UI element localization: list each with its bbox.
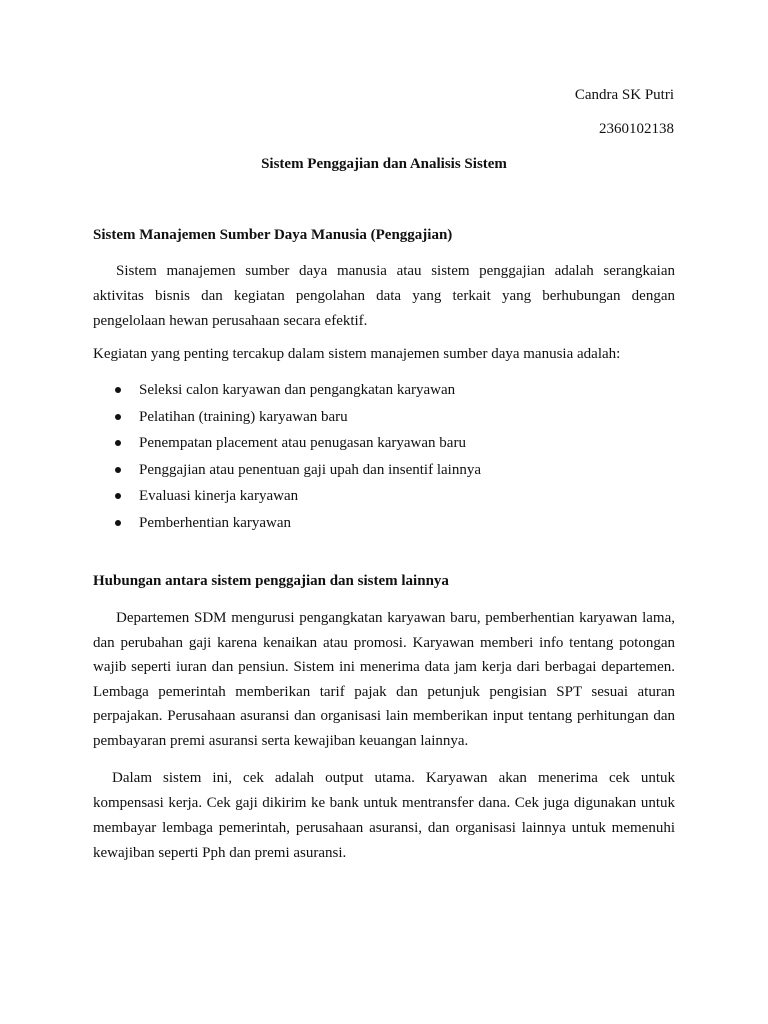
section1-paragraph1-line: aktivitas bisnis dan kegiatan pengolahan data yang terkait yang berhubungan dengan (93, 288, 675, 304)
bullet-icon (115, 440, 121, 446)
list-item (93, 483, 675, 510)
list-item-text: Pemberhentian karyawan (139, 514, 292, 531)
section2-paragraph1 (93, 606, 675, 753)
section2-paragraph1-line: Lembaga pemerintah memberikan tarif pajak dan petunjuk pengisian SPT sesuai aturan (93, 683, 675, 700)
bullet-icon (115, 414, 121, 420)
section2-heading: Hubungan antara sistem penggajian dan sistem lainnya (93, 573, 449, 589)
bullet-icon (115, 387, 121, 393)
list-item (93, 377, 675, 404)
section2-paragraph2-line: kompensasi kerja. Cek gaji dikirim ke bank untuk mentransfer dana. Cek juga digunakan untuk (93, 795, 675, 811)
list-item (93, 457, 675, 484)
section2-paragraph1-line: wajib seperti iuran dan pensiun. Sistem ini menerima data jam kerja dari berbagai departemen. (93, 659, 675, 675)
section2-paragraph2 (93, 766, 675, 866)
section1-paragraph1-line: Sistem manajemen sumber daya manusia atau sistem penggajian adalah serangkaian (116, 263, 675, 279)
list-item-text: Penggajian atau penentuan gaji upah dan insentif lainnya (139, 461, 481, 478)
list-item (93, 430, 675, 457)
section2-paragraph1-line: Departemen SDM mengurusi pengangkatan karyawan baru, pemberhentian karyawan lama, (116, 610, 675, 626)
section2-paragraph2-line: kewajiban seperti Pph dan premi asuransi. (93, 845, 347, 861)
section2-paragraph1-line: pembayaran premi asuransi serta kewajiban keuangan lainnya. (93, 732, 469, 749)
section1-paragraph2: Kegiatan yang penting tercakup dalam sistem manajemen sumber daya manusia adalah: (93, 346, 621, 362)
bullet-icon (115, 493, 121, 499)
section2-paragraph1-line: dan perubahan gaji karena kenaikan atau promosi. Karyawan memberi info tentang potongan (93, 634, 675, 651)
bullet-icon (115, 520, 121, 526)
list-item-text: Pelatihan (training) karyawan baru (139, 408, 348, 425)
section1-paragraph1-line: pengelolaan hewan perusahaan secara efektif. (93, 313, 368, 329)
bullet-icon (115, 467, 121, 473)
section1-paragraph1 (93, 259, 675, 334)
section2-paragraph1-line: perpajakan. Perusahaan asuransi dan organisasi lain memberikan input tentang perhitungan dan (93, 708, 675, 724)
list-item (93, 404, 675, 431)
section2-paragraph2-line: membayar lembaga pemerintah, perusahaan asuransi, dan organisasi lainnya untuk memenuhi (93, 820, 675, 836)
list-item-text: Evaluasi kinerja karyawan (139, 488, 299, 504)
document-title: Sistem Penggajian dan Analisis Sistem (261, 156, 507, 172)
section1-heading: Sistem Manajemen Sumber Daya Manusia (Penggajian) (93, 227, 453, 243)
list-item-text: Seleksi calon karyawan dan pengangkatan karyawan (139, 382, 456, 398)
activity-list (93, 377, 675, 536)
list-item-text: Penempatan placement atau penugasan karyawan baru (139, 435, 466, 451)
author-name: Candra SK Putri (574, 87, 674, 103)
section2-paragraph2-line: Dalam sistem ini, cek adalah output utama. Karyawan akan menerima cek untuk (112, 770, 675, 786)
list-item (93, 510, 675, 537)
student-id: 2360102138 (599, 121, 674, 137)
